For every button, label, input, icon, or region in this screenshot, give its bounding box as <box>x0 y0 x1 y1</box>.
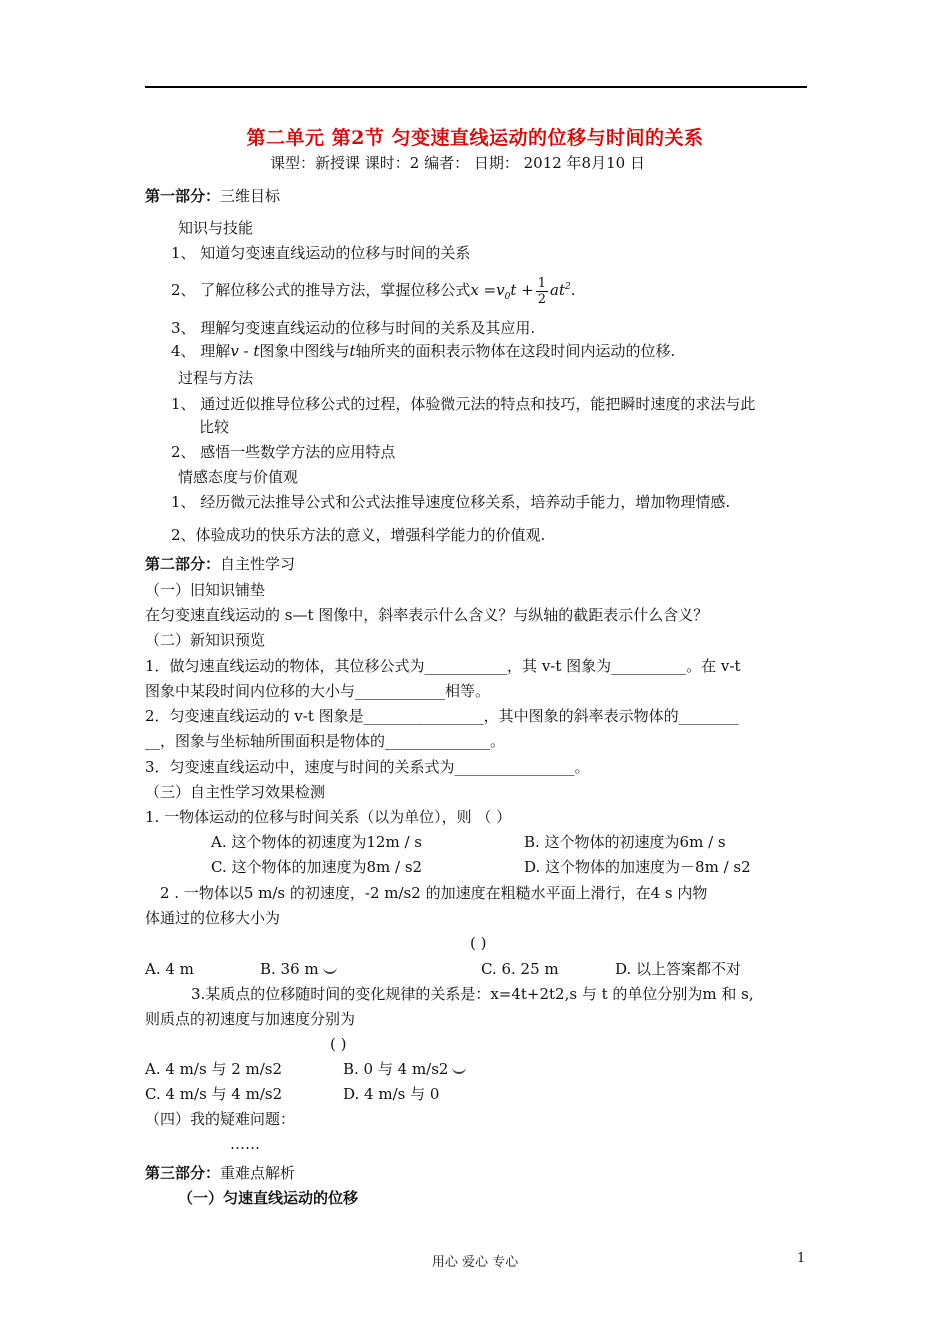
knowledge-item-3: 3、 理解匀变速直线运动的位移与时间的关系及其应用. <box>171 319 536 337</box>
part3-heading-label: 第三部分： <box>145 1164 221 1182</box>
section-preview: （二）新知识预览 <box>145 631 266 649</box>
test-q1-option-a: A. 这个物体的初速度为12m / s <box>211 833 422 851</box>
part1-heading-label: 第一部分： <box>145 187 221 205</box>
test-q1-option-b: B. 这个物体的初速度为6m / s <box>524 833 726 851</box>
test-q3-option-a: A. 4 m/s 与 2 m/s2 <box>145 1060 283 1078</box>
part3-heading-text: 重难点解析 <box>220 1164 296 1182</box>
header-rule <box>145 86 807 88</box>
test-q3-option-b <box>343 1059 466 1079</box>
knowledge-item-4-mid: 图象中图线与 <box>259 342 350 360</box>
part1-heading-text: 三维目标 <box>220 187 281 205</box>
test-q2-line1: 2 . 一物体以5 m/s 的初速度，-2 m/s2 的加速度在粗糙水平面上滑行，在4 s 内物 <box>160 884 708 902</box>
knowledge-item-4 <box>171 341 675 361</box>
formula-end: at <box>550 281 565 299</box>
knowledge-item-4-prefix: 4、 理解 <box>171 342 231 360</box>
t-symbol: t <box>349 342 356 360</box>
test-q2-option-a: A. 4 m <box>145 960 194 978</box>
emotion-item-2: 2、体验成功的快乐方法的意义，增强科学能力的价值观. <box>171 526 546 544</box>
process-item-2: 2、 感悟一些数学方法的应用特点 <box>171 443 396 461</box>
meta-line: 课型：新授课 课时：2 编者： 日期： 2012 年8月10 日 <box>270 154 645 172</box>
knowledge-item-1: 1、 知道匀变速直线运动的位移与时间的关系 <box>171 244 471 262</box>
section-self-test: （三）自主性学习效果检测 <box>145 783 326 801</box>
test-q3-line2: 则质点的初速度与加速度分别为 <box>145 1010 356 1028</box>
part1-heading <box>145 186 280 206</box>
page-footer: 用心 爱心 专心 <box>431 1255 519 1270</box>
preview-q1-line1: 1．做匀速直线运动的物体，其位移公式为___________，其 v-t 图象为__________。在 v-t <box>145 657 741 675</box>
emotion-heading: 情感态度与价值观 <box>178 468 299 486</box>
emotion-item-1: 1、 经历微元法推导公式和公式法推导速度位移关系，培养动手能力，增加物理情感. <box>171 493 731 511</box>
test-q3-option-b-text: B. 0 与 4 m/s2 <box>343 1060 449 1078</box>
test-q2-option-d: D. 以上答案都不对 <box>615 960 742 978</box>
test-q2-option-b <box>260 959 337 979</box>
old-knowledge-question: 在匀变速直线运动的 s—t 图像中，斜率表示什么含义？与纵轴的截距表示什么含义？ <box>145 606 709 624</box>
preview-q3: 3．匀变速直线运动中，速度与时间的关系式为________________。 <box>145 758 590 776</box>
preview-q2-line2: __，图象与坐标轴所围面积是物体的______________。 <box>145 732 506 750</box>
formula-sup: 2 <box>564 282 571 292</box>
scribble-mark-icon <box>452 1064 466 1074</box>
knowledge-item-4-rest: 轴所夹的面积表示物体在这段时间内运动的位移. <box>355 342 676 360</box>
preview-q1-line2: 图象中某段时间内位移的大小与____________相等。 <box>145 682 491 700</box>
preview-q2-line1: 2．匀变速直线运动的 v-t 图象是________________，其中图象的斜率表示物体的________ <box>145 707 739 725</box>
part3-subheading: （一）匀速直线运动的位移 <box>178 1189 359 1207</box>
page-number: 1 <box>797 1251 806 1266</box>
part2-heading <box>145 554 295 574</box>
formula-fraction <box>536 276 548 307</box>
formula-t: t + <box>510 281 534 299</box>
displacement-formula <box>470 275 571 307</box>
test-q3-option-c: C. 4 m/s 与 4 m/s2 <box>145 1085 283 1103</box>
vt-symbol: v - t <box>230 342 260 360</box>
part3-heading <box>145 1163 295 1183</box>
test-q2-option-b-text: B. 36 m <box>260 960 319 978</box>
test-q3-answer-paren: ( ) <box>330 1035 347 1053</box>
test-q3-option-d: D. 4 m/s 与 0 <box>343 1085 440 1103</box>
part2-heading-label: 第二部分： <box>145 555 221 573</box>
test-q1-option-d: D. 这个物体的加速度为－8m / s2 <box>524 858 751 876</box>
formula-sub: 0 <box>504 292 511 302</box>
knowledge-item-2-text: 2、 了解位移公式的推导方法，掌握位移公式 <box>171 281 471 299</box>
process-item-1-line2: 比较 <box>199 418 230 436</box>
knowledge-heading: 知识与技能 <box>178 219 254 237</box>
test-q1-option-c: C. 这个物体的加速度为8m / s2 <box>211 858 423 876</box>
scribble-mark-icon <box>323 964 337 974</box>
part2-heading-text: 自主性学习 <box>220 555 296 573</box>
formula-suffix: . <box>570 281 576 299</box>
test-q1: 1. 一物体运动的位移与时间关系（以为单位），则 （ ） <box>145 808 512 826</box>
test-q2-option-c: C. 6. 25 m <box>481 960 559 978</box>
page-title: 第二单元 第2节 匀变速直线运动的位移与时间的关系 <box>246 127 704 149</box>
formula-left: x =v <box>470 281 505 299</box>
section-questions: （四）我的疑难问题： <box>145 1110 296 1128</box>
test-q2-answer-paren: ( ) <box>470 934 487 952</box>
fraction-denominator: 2 <box>537 291 546 307</box>
fraction-numerator: 1 <box>537 275 546 291</box>
questions-ellipsis: …… <box>230 1135 260 1153</box>
knowledge-item-2 <box>171 270 576 314</box>
section-old-knowledge: （一）旧知识铺垫 <box>145 581 266 599</box>
test-q3-line1: 3.某质点的位移随时间的变化规律的关系是：x=4t+2t2,s 与 t 的单位分别为m 和 s, <box>191 985 754 1003</box>
test-q2-line2: 体通过的位移大小为 <box>145 909 281 927</box>
process-heading: 过程与方法 <box>178 369 254 387</box>
process-item-1-line1: 1、 通过近似推导位移公式的过程，体验微元法的特点和技巧，能把瞬时速度的求法与此 <box>171 395 756 413</box>
